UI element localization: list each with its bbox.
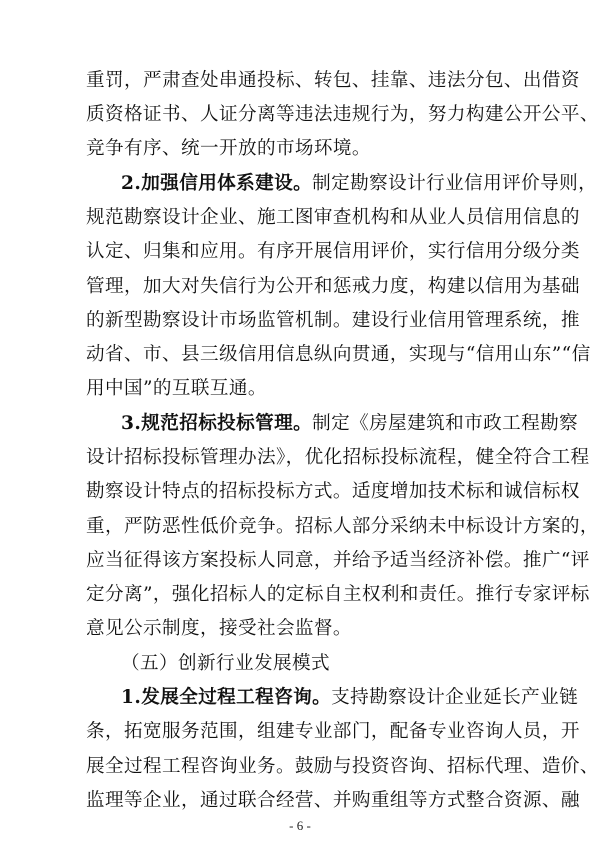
item-heading: 3.规范招标投标管理。 [121,413,313,434]
paragraph-start-line: 3.规范招标投标管理。制定《房屋建筑和市政工程勘察 [121,413,579,434]
body-line: 认定、归集和应用。有序开展信用评价，实行信用分级分类 [86,241,580,262]
paragraph-start-line: 2.加强信用体系建设。制定勘察设计行业信用评价导则， [121,173,598,194]
body-line: 规范勘察设计企业、施工图审查机构和从业人员信用信息的 [86,207,580,228]
body-line: 管理，加大对失信行为公开和惩戒力度，构建以信用为基础 [86,276,580,297]
body-line: 监理等企业，通过联合经营、并购重组等方式整合资源、融 [86,790,580,811]
body-line: 重，严防恶性低价竞争。招标人部分采纳未中标设计方案的， [86,516,599,537]
body-line: 设计招标投标管理办法》，优化招标投标流程，健全符合工程 [86,447,590,468]
item-heading: 1.发展全过程工程咨询。 [121,687,332,708]
body-line: 质资格证书、人证分离等违法违规行为，努力构建公开公平、 [86,104,599,125]
section-heading: （五）创新行业发展模式 [121,653,330,674]
body-line: 用中国”的互联互通。 [86,378,267,399]
body-line: 定分离”，强化招标人的定标自主权利和责任。推行专家评标 [86,584,590,605]
body-line: 意见公示制度，接受社会监督。 [86,618,352,639]
body-line: 应当征得该方案投标人同意，并给予适当经济补偿。推广“评 [86,550,590,571]
body-line: 条，拓宽服务范围，组建专业部门，配备专业咨询人员，开 [86,721,580,742]
page-number: - 6 - [289,818,311,833]
body-line: 的新型勘察设计市场监管机制。建设行业信用管理系统，推 [86,310,580,331]
body-line: 动省、市、县三级信用信息纵向贯通，实现与“信用山东”“信 [86,344,591,365]
body-line: 展全过程工程咨询业务。鼓励与投资咨询、招标代理、造价、 [86,756,599,777]
body-line: 勘察设计特点的招标投标方式。适度增加技术标和诚信标权 [86,481,580,502]
body-line: 竞争有序、统一开放的市场环境。 [86,138,371,159]
paragraph-start-line: 1.发展全过程工程咨询。支持勘察设计企业延长产业链 [121,687,579,708]
body-line: 重罚，严肃查处串通投标、转包、挂靠、违法分包、出借资 [86,70,580,91]
item-heading: 2.加强信用体系建设。 [121,173,313,194]
